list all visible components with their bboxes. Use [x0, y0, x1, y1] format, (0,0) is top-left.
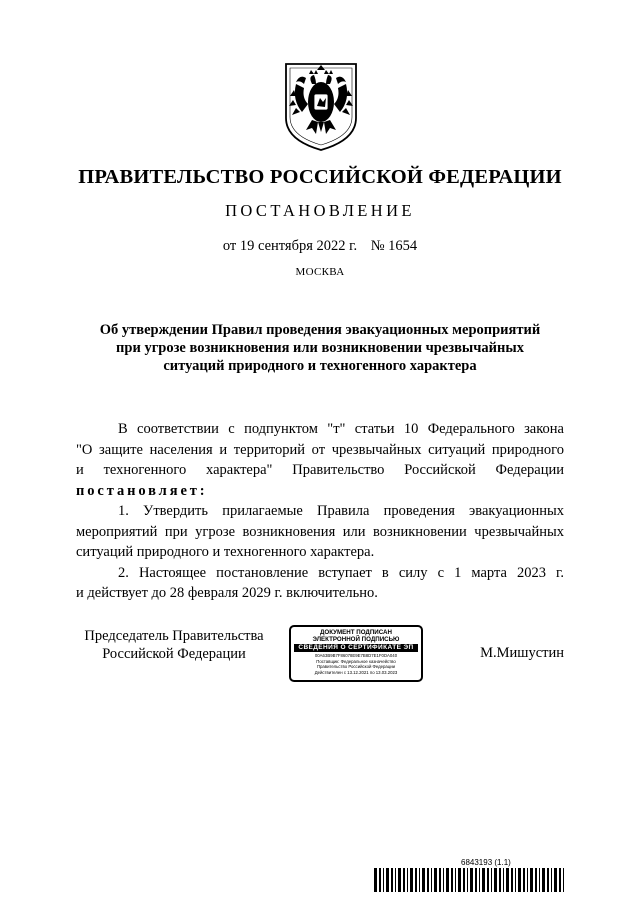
document-body — [76, 419, 564, 604]
stamp-line-2: ЭЛЕКТРОННОЙ ПОДПИСЬЮ — [312, 636, 400, 643]
document-id: 6843193 (1.1) — [461, 858, 511, 867]
stamp-validity: Действителен с 13.12.2021 по 13.03.2023 — [314, 669, 398, 675]
signer-position — [80, 627, 268, 663]
coat-of-arms-emblem — [282, 60, 360, 152]
item-1-line-1: 1. Утвердить прилагаемые Правила проведения эвакуационных — [118, 503, 564, 519]
city: МОСКВА — [295, 266, 345, 278]
stamp-line-1: ДОКУМЕНТ ПОДПИСАН — [320, 629, 392, 636]
signer-name: М.Мишустин — [480, 645, 564, 661]
stamp-issuer: Поставщик: Федеральное казначейство — [316, 658, 396, 664]
signer-position-line-1: Председатель Правительства — [84, 628, 264, 644]
paragraph-item-2 — [76, 563, 564, 584]
preamble-line-2: "О защите населения и территорий от чрезвычайных ситуаций природного — [76, 441, 564, 458]
item-2-line-1: 2. Настоящее постановление вступает в силу с 1 марта 2023 г. — [118, 564, 564, 581]
heading-line-2: при угрозе возникновения или возникновении чрезвычайных — [116, 340, 524, 356]
preamble-line-3: и техногенного характера" Правительство Российской Федерации — [76, 462, 564, 478]
document-date: от 19 сентября 2022 г. — [222, 238, 358, 254]
item-1-line-3: ситуаций природного и техногенного характера. — [76, 544, 375, 560]
stamp-owner: Правительство Российской Федерации — [316, 664, 396, 670]
barcode — [374, 868, 566, 892]
paragraph-item-1 — [76, 501, 564, 522]
date-line — [0, 238, 640, 255]
item-1-line-2: мероприятий при угрозе возникновения или возникновении чрезвычайных — [76, 523, 564, 540]
resolves-word: постановляет: — [76, 482, 208, 499]
government-title: ПРАВИТЕЛЬСТВО РОССИЙСКОЙ ФЕДЕРАЦИИ — [78, 166, 562, 188]
preamble-line-1: В соответствии с подпунктом "т" статьи 10 Федерального закона — [118, 421, 564, 437]
electronic-signature-stamp — [289, 625, 423, 682]
item-2-line-2: и действует до 28 февраля 2029 г. включительно. — [76, 585, 378, 601]
heading-line-1: Об утверждении Правил проведения эвакуационных мероприятий — [99, 322, 541, 338]
document-type: ПОСТАНОВЛЕНИЕ — [225, 201, 415, 220]
document-number: № 1654 — [370, 238, 418, 254]
stamp-serial: 00A63B9B7F86078E9E7B8D7E1F0DA040 — [314, 653, 398, 658]
stamp-certificate-header: СВЕДЕНИЯ О СЕРТИФИКАТЕ ЭП — [294, 644, 418, 652]
heading-line-3: ситуаций природного и техногенного характера — [163, 358, 477, 374]
document-heading — [70, 321, 570, 375]
paragraph-preamble — [76, 419, 564, 440]
signer-position-line-2: Российской Федерации — [102, 646, 246, 662]
